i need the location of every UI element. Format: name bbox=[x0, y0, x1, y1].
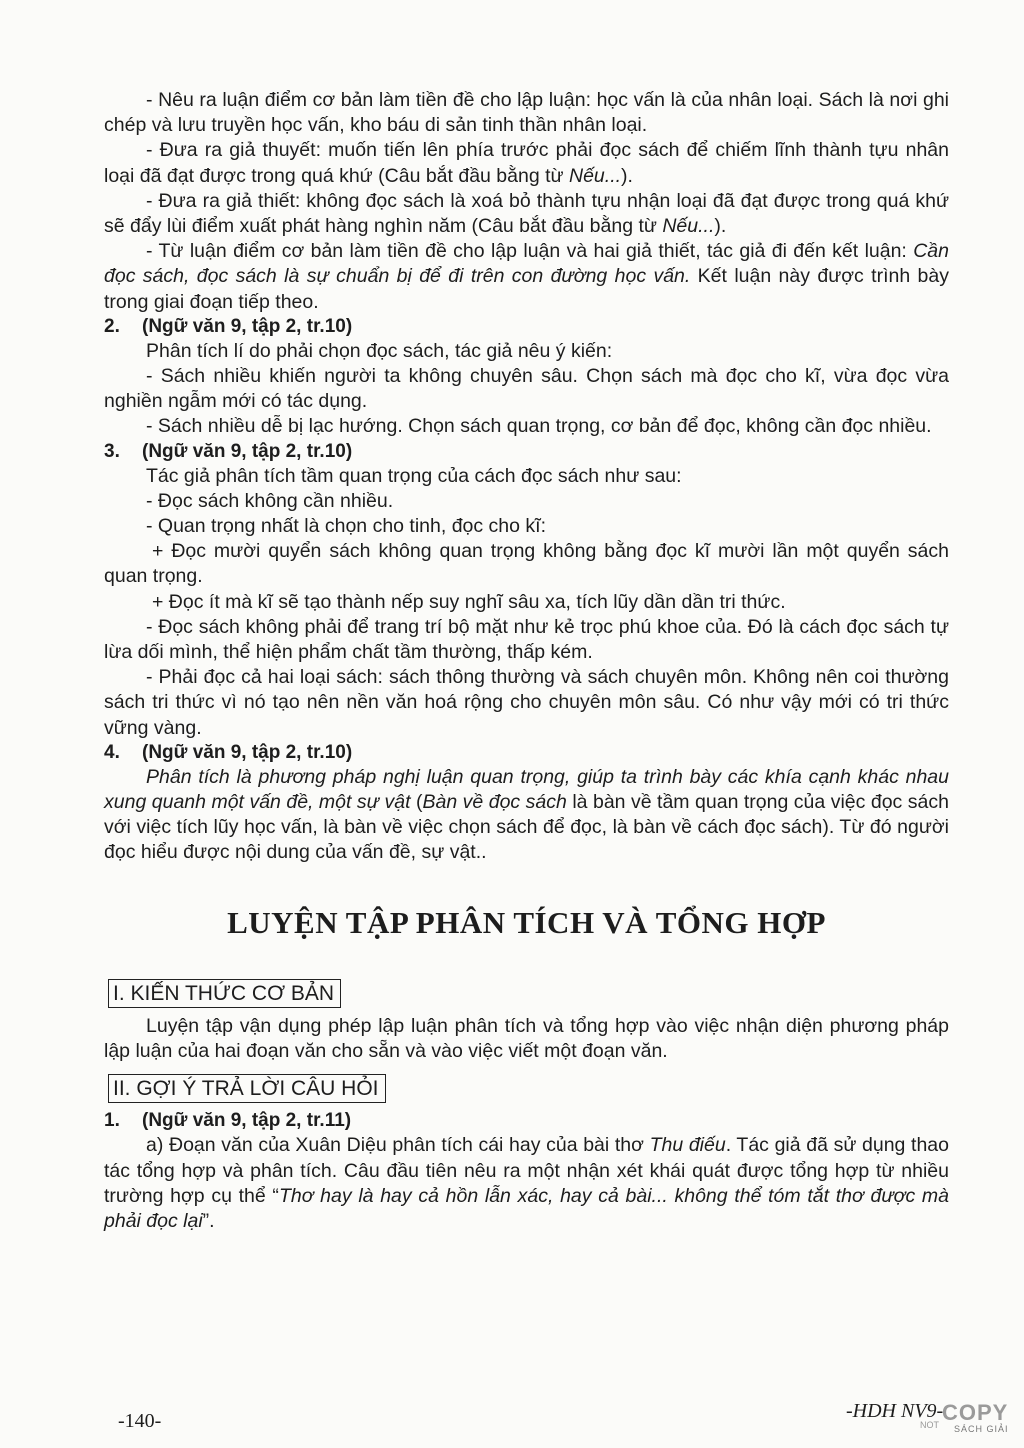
question-ref: (Ngữ văn 9, tập 2, tr.11) bbox=[142, 1110, 352, 1132]
paragraph-hypothesis-2 bbox=[104, 189, 949, 239]
spacer bbox=[104, 1064, 949, 1070]
question-number: 4. bbox=[104, 741, 120, 763]
section-2-answer-a bbox=[104, 1133, 949, 1234]
text-span: ). bbox=[621, 164, 633, 187]
text-span: là bàn về tầm quan trọng của việc đọc sách với việc tích lũy học vấn, là bàn về việc chọn sách để đọc, là bàn về cách đọc sách). Từ đó người đọc hiểu được nội dung của vấn đề, sự vật.. bbox=[104, 791, 949, 864]
q3-line: - Đọc sách không phải để trang trí bộ mặt như kẻ trọc phú khoe của. Đó là cách đọc sách tự lừa dối mình, thể hiện phẩm chất tầm thường, thấp kém. bbox=[104, 615, 949, 664]
quote: Thơ hay là hay cả hồn lẫn xác, hay cả bài... không thể tóm tắt thơ được mà phải đọc lại bbox=[104, 1184, 950, 1232]
q3-line: - Đọc sách không cần nhiều. bbox=[146, 489, 394, 512]
italic-span: Cần đọc sách, đọc sách là sự chuẩn bị để đi trên con đường học vấn. bbox=[104, 240, 949, 288]
italic-span: Phân tích là phương pháp nghị luận quan trọng, giúp ta trình bày các khía cạnh khác nhau xung quanh một vấn đề, một sự vật bbox=[104, 765, 949, 814]
question-2-heading bbox=[104, 315, 949, 339]
book-code: -HDH NV9- bbox=[846, 1400, 944, 1422]
q2-line: - Sách nhiều dễ bị lạc hướng. Chọn sách quan trọng, cơ bản để đọc, không cần đọc nhiều. bbox=[146, 415, 932, 438]
section-1-text: Luyện tập vận dụng phép lập luận phân tích và tổng hợp vào việc nhận diện phương pháp lập luận của hai đoạn văn cho sẵn và vào việc viết một đoạn văn. bbox=[104, 1014, 949, 1063]
q3-line: Tác giả phân tích tầm quan trọng của cách đọc sách như sau: bbox=[146, 464, 682, 487]
text-span: - Đưa ra giả thiết: không đọc sách là xoá bỏ thành tựu nhận loại đã đạt được trong quá khứ sẽ đẩy lùi điểm xuất phát hàng nghìn năm (Câu bắt đầu bằng từ bbox=[104, 189, 949, 238]
paragraph-premise: - Nêu ra luận điểm cơ bản làm tiền đề cho lập luận: học vấn là của nhân loại. Sách là nơi ghi chép và lưu truyền học vấn, kho báu di sản tinh thần nhân loại. bbox=[104, 89, 949, 137]
text-span: ”. bbox=[202, 1209, 215, 1232]
paragraph-conclusion bbox=[104, 239, 949, 315]
watermark-logo bbox=[920, 1400, 1015, 1440]
text-span: - Đưa ra giả thuyết: muốn tiến lên phía trước phải đọc sách để chiếm lĩnh thành tựu nhân loại đã đạt được trong quá khứ (Câu bắt đầu bằng từ bbox=[104, 139, 949, 187]
text-span: a) Đoạn văn của Xuân Diệu phân tích cái hay của bài thơ bbox=[146, 1134, 650, 1157]
q2-line: Phân tích lí do phải chọn đọc sách, tác giả nêu ý kiến: bbox=[146, 339, 613, 362]
q3-line: + Đọc ít mà kĩ sẽ tạo thành nếp suy nghĩ sâu xa, tích lũy dần dần tri thức. bbox=[152, 590, 786, 613]
q2-line: - Sách nhiều khiến người ta không chuyên sâu. Chọn sách mà đọc cho kĩ, vừa đọc vừa nghiền ngẫm mới có tác dụng. bbox=[104, 365, 949, 413]
question-ref: (Ngữ văn 9, tập 2, tr.10) bbox=[142, 741, 353, 763]
page-content bbox=[104, 88, 949, 1234]
question-number: 1. bbox=[104, 1110, 120, 1132]
italic-span: Nếu... bbox=[569, 164, 622, 187]
question-ref: (Ngữ văn 9, tập 2, tr.10) bbox=[142, 440, 353, 462]
italic-span: Nếu... bbox=[662, 215, 715, 238]
question-number: 2. bbox=[104, 315, 120, 337]
q3-line: - Phải đọc cả hai loại sách: sách thông thường và sách chuyên môn. Không nên coi thường sách tri thức vì nó tạo nên nền văn hoá rộng cho chuyên môn sâu. Có như vậy mới có tri thức vững vàng. bbox=[104, 666, 949, 739]
question-3-heading bbox=[104, 440, 949, 464]
page-number: -140- bbox=[118, 1410, 162, 1432]
section-2-question-1-heading bbox=[104, 1109, 949, 1133]
q3-line: + Đọc mười quyển sách không quan trọng không bằng đọc kĩ mười lần một quyển sách quan trọng. bbox=[104, 540, 949, 588]
paragraph-hypothesis-1 bbox=[104, 138, 949, 188]
text-span: . Tác giả đã sử dụng thao tác tổng hợp và phân tích. Câu đầu tiên nêu ra một nhận xét khái quát được tổng hợp từ nhiều trường hợp cụ thể “ bbox=[104, 1134, 949, 1207]
question-4-heading bbox=[104, 741, 949, 765]
lesson-title: LUYỆN TẬP PHÂN TÍCH VÀ TỔNG HỢP bbox=[227, 904, 826, 940]
question-number: 3. bbox=[104, 440, 120, 462]
poem-title: Thu điếu bbox=[649, 1134, 726, 1157]
section-1-heading: I. KIẾN THỨC CƠ BẢN bbox=[108, 979, 341, 1008]
text-span: ( bbox=[410, 791, 423, 814]
text-span: - Từ luận điểm cơ bản làm tiền đề cho lập luận và hai giả thiết, tác giả đi đến kết luận: bbox=[146, 240, 914, 263]
text-span: Kết luận này được trình bày trong giai đoạn tiếp theo. bbox=[104, 265, 949, 313]
text-span: ). bbox=[714, 215, 727, 238]
book-title: Bàn về đọc sách bbox=[422, 791, 567, 814]
section-2-heading: II. GỢI Ý TRẢ LỜI CÂU HỎI bbox=[108, 1074, 386, 1103]
q3-line: - Quan trọng nhất là chọn cho tinh, đọc cho kĩ: bbox=[146, 515, 546, 538]
watermark-sub: SÁCH GIẢI bbox=[954, 1424, 1009, 1434]
watermark-copy: COPY bbox=[942, 1400, 1009, 1425]
question-ref: (Ngữ văn 9, tập 2, tr.10) bbox=[142, 315, 353, 337]
watermark-not: NOT bbox=[920, 1420, 939, 1430]
q4-answer bbox=[104, 765, 949, 866]
